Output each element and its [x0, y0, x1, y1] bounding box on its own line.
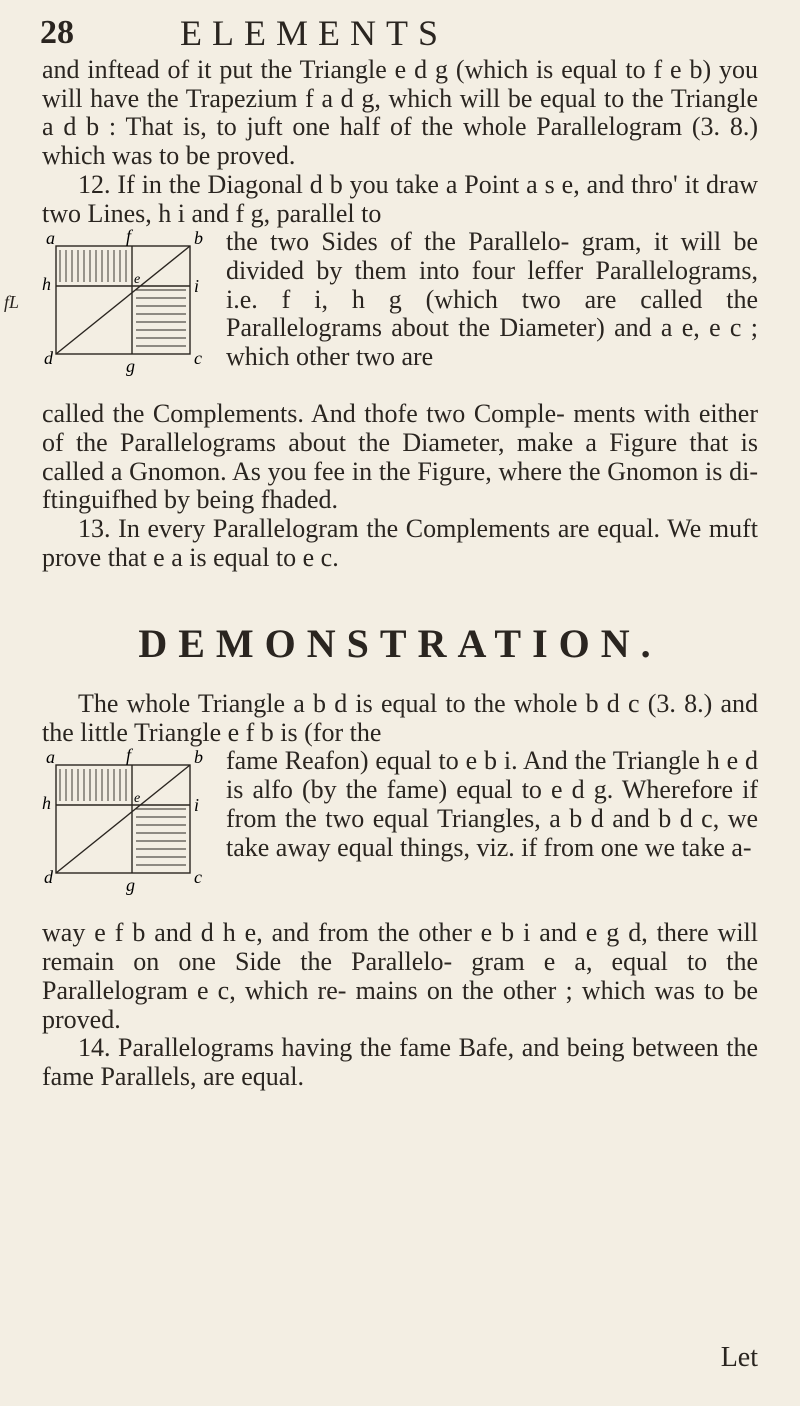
figure-label-a: a [46, 228, 55, 249]
figure-label-a: a [46, 747, 55, 768]
page-number: 28 [40, 14, 74, 51]
figure-label-h: h [42, 274, 51, 295]
parallelogram-figure-lower [42, 747, 214, 919]
catchword: Let [720, 1342, 758, 1373]
figure-label-d: d [44, 867, 53, 888]
figure-label-f: f [126, 747, 132, 766]
text-block-lower [42, 690, 758, 1092]
paragraph-12-intro: 12. If in the Diagonal d b you take a Point a s e, and thro' it draw two Lines, h i and f g, parallel to [42, 169, 759, 228]
figure-label-e: e [134, 791, 141, 807]
paragraph-13: 13. In every Parallelogram the Complements are equal. We muft prove that e a is equal to e c. [42, 514, 758, 572]
figure-label-g: g [126, 356, 135, 377]
figure-label-b: b [194, 747, 203, 768]
figure-label-i: i [194, 276, 200, 297]
figure-label-h: h [42, 793, 51, 814]
figure-label-c: c [194, 348, 202, 369]
figure-label-i: i [194, 795, 200, 816]
figure-label-f: f [126, 228, 132, 247]
figure-label-d: d [44, 348, 53, 369]
demonstration-paragraph: The whole Triangle a b d is equal to the whole b d c (3. 8.) and the little Triangle e f b is (for the [42, 689, 759, 747]
figure-label-b: b [194, 228, 203, 249]
figure-row-lower [42, 747, 758, 919]
paragraph-11-end: and inftead of it put the Triangle e d g (which is equal to f e b) you will have the Trapezium f a d g, which will be equal to the Triangle a d b : That is, to juft one half of the whole Parallelogram (3. 8.) which was to be proved. [42, 55, 759, 171]
demonstration-continued: way e f b and d h e, and from the other e b i and e g d, there will remain on one Side the Parallelo- gram e a, equal to the Parallelogram e c, which re- mains on the other ; which was to be proved. [42, 918, 759, 1034]
running-title: ELEMENTS [180, 13, 448, 53]
margin-mark: fL [4, 292, 20, 312]
figure-label-c: c [194, 867, 202, 888]
demonstration-beside-figure: fame Reafon) equal to e b i. And the Triangle h e d is alfo (by the fame) equal to e d g. Wherefore if from the two equal Triangles, a b d and b d c, we take away equal things, viz. if from one we take a- [226, 746, 759, 862]
paragraph-12-beside-figure: the two Sides of the Parallelo- gram, it will be divided by them into four leffer Parallelograms, i.e. f i, h g (which two are called the Parallelograms about the Diameter) and a e, e c ; which other two are [226, 227, 759, 372]
paragraph-12-continued: called the Complements. And thofe two Comple- ments with either of the Parallelograms about the Diameter, make a Figure that is called a Gnomon. As you fee in the Figure, where the Gnomon is di- ftinguifhed by being fhaded. [42, 399, 759, 515]
running-head [40, 8, 760, 58]
figure-label-g: g [126, 875, 135, 896]
parallelogram-figure-upper [42, 228, 214, 400]
text-block-upper [42, 56, 758, 572]
figure-label-e: e [134, 272, 141, 288]
figure-row-upper [42, 228, 758, 400]
paragraph-14: 14. Parallelograms having the fame Bafe, and being between the fame Parallels, are equal. [42, 1033, 758, 1091]
section-heading: DEMONSTRATION. [138, 621, 662, 666]
